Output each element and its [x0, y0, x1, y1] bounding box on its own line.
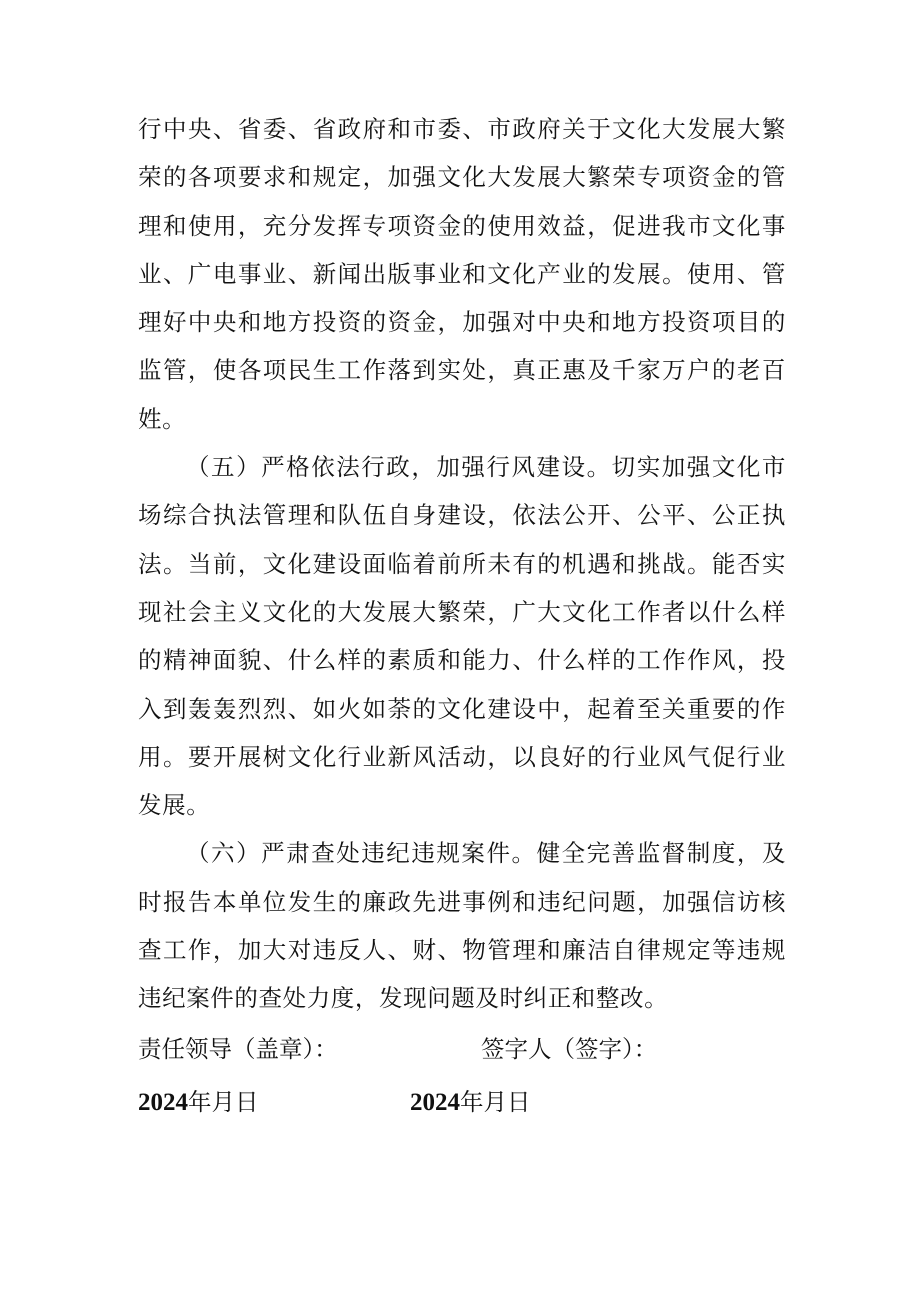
responsible-leader-label: 责任领导（盖章）： [138, 1035, 338, 1063]
signer-label: 签字人（签字）： [481, 1035, 658, 1063]
leader-date-year: 2024 [138, 1089, 188, 1116]
paragraph-continued: 行中央、省委、省政府和市委、市政府关于文化大发展大繁荣的各项要求和规定，加强文化大发展大繁荣专项资金的管理和使用，充分发挥专项资金的使用效益，促进我市文化事业、广电事业、新闻出版事业和文化产业的发展。使用、管理好中央和地方投资的资金，加强对中央和地方投资项目的监管，使各项民生工作落到实处，真正惠及千家万户的老百姓。 [138, 115, 786, 433]
leader-date-suffix: 年月日 [188, 1088, 259, 1116]
signer-date [410, 1086, 531, 1119]
paragraph-section-5: （五）严格依法行政，加强行风建设。切实加强文化市场综合执法管理和队伍自身建设，依法公开、公平、公正执法。当前，文化建设面临着前所未有的机遇和挑战。能否实现社会主义文化的大发展大繁荣，广大文化工作者以什么样的精神面貌、什么样的素质和能力、什么样的工作作风，投入到轰轰烈烈、如火如荼的文化建设中，起着至关重要的作用。要开展树文化行业新风活动，以良好的行业风气促行业发展。 [138, 453, 786, 820]
signer-date-year: 2024 [410, 1089, 460, 1116]
paragraph-section-6: （六）严肃查处违纪违规案件。健全完善监督制度，及时报告本单位发生的廉政先进事例和违纪问题，加强信访核查工作，加大对违反人、财、物管理和廉洁自律规定等违规违纪案件的查处力度，发现问题及时纠正和整改。 [138, 839, 786, 1013]
leader-date [138, 1086, 259, 1119]
signer-date-suffix: 年月日 [460, 1088, 531, 1116]
document-body [138, 105, 786, 1023]
